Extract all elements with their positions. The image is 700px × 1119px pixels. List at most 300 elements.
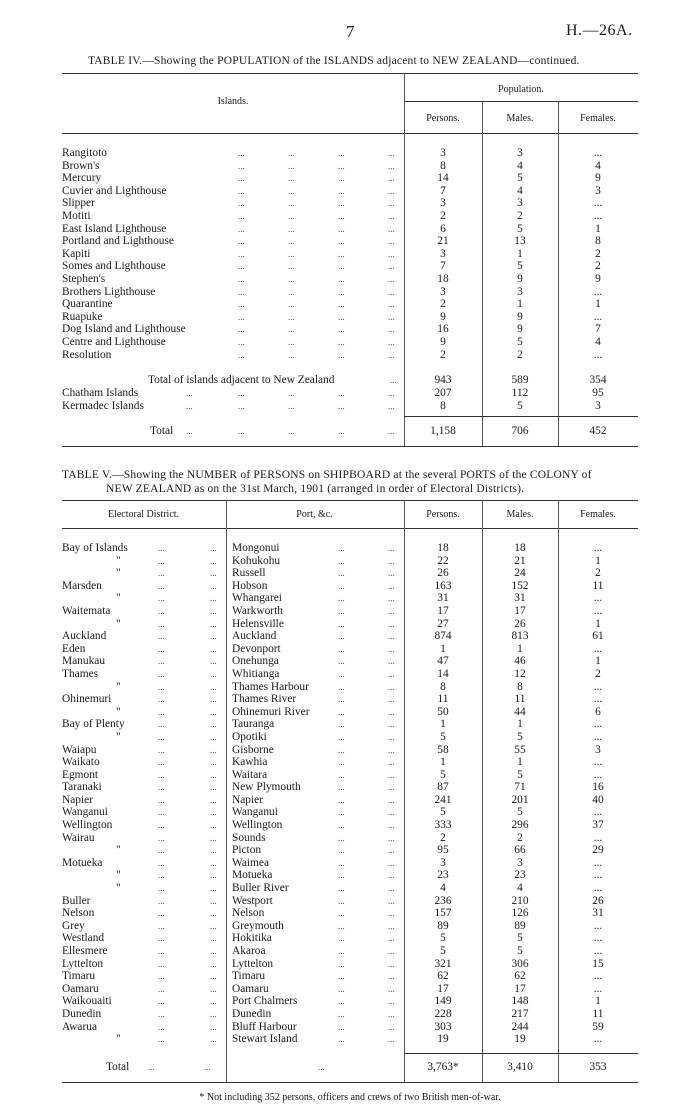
males-cell: 44 — [514, 705, 526, 718]
females-cell: ... — [593, 310, 603, 323]
table-row: Total ... ... ... 3,763* 3,410 353 — [106, 1061, 607, 1073]
females-cell: 8 — [595, 235, 601, 248]
males-cell: 4 — [517, 159, 523, 172]
persons-cell: 18 — [437, 272, 449, 285]
table-row: " ... ... Whangarei ... ... 31 31 ... — [62, 592, 638, 605]
header-males: Males. — [506, 113, 534, 124]
persons-cell: 17 — [437, 604, 449, 617]
persons-cell: 19 — [437, 1033, 449, 1046]
table-row: Waikato ... ... Kawhia ... ... 1 1 ... — [62, 756, 638, 769]
males-cell: 3 — [517, 197, 523, 210]
district-cell: Nelson — [62, 907, 95, 920]
males-cell: 18 — [514, 542, 526, 554]
table-row: Kermadec Islands ... ... ... ... ... 8 5 3 — [62, 400, 638, 413]
page-number: 7 — [346, 22, 355, 41]
district-cell: Manukau — [62, 655, 106, 668]
table-row: Dog Island and Lighthouse ... ... ... ... 16 9 7 — [62, 323, 638, 336]
table-row: Resolution ... ... ... ... 2 2 ... — [62, 349, 638, 362]
persons-cell: 5 — [440, 932, 446, 945]
persons-cell: 11 — [437, 693, 449, 706]
males-cell: 5 — [517, 399, 523, 412]
header-females: Females. — [580, 113, 616, 124]
district-cell: Lyttelton — [62, 957, 104, 970]
males-cell: 126 — [511, 907, 529, 920]
females-cell: ... — [593, 642, 603, 655]
footnote: * Not including 352 persons, officers and crews of two British men-of-war. — [199, 1092, 501, 1103]
district-cell: " — [116, 844, 121, 857]
males-cell: 4 — [517, 184, 523, 197]
table-row: Quarantine ... ... ... ... 2 1 1 — [62, 298, 638, 311]
females-cell: ... — [593, 919, 603, 932]
port-cell: Port Chalmers — [232, 995, 298, 1008]
males-cell: 201 — [511, 793, 529, 806]
port-cell: Onehunga — [232, 655, 279, 668]
port-cell: Waitara — [232, 768, 268, 781]
port-cell: Waimea — [232, 856, 270, 869]
females-cell: ... — [593, 932, 603, 945]
females-cell: ... — [593, 756, 603, 769]
district-cell: Awarua — [62, 1020, 98, 1033]
persons-cell: 163 — [434, 579, 452, 592]
males-cell: 13 — [514, 235, 526, 248]
port-cell: Lyttelton — [232, 957, 274, 970]
females-cell: 1 — [595, 655, 601, 668]
table-row: Manukau ... ... Onehunga ... ... 47 46 1 — [62, 655, 638, 668]
females-cell: 59 — [592, 1020, 604, 1033]
district-cell: Westland — [62, 932, 105, 945]
port-cell: Thames River — [232, 693, 297, 706]
males-cell: 9 — [517, 272, 523, 285]
district-cell: " — [116, 869, 121, 882]
females-cell: ... — [593, 542, 603, 554]
district-cell: Thames — [62, 667, 99, 680]
persons-cell: 62 — [437, 970, 449, 983]
persons-cell: 16 — [437, 323, 449, 336]
females-cell: ... — [593, 806, 603, 819]
port-cell: Bluff Harbour — [232, 1020, 297, 1033]
persons-cell: 47 — [437, 655, 449, 668]
persons-cell: 22 — [437, 554, 449, 567]
table-row: " ... ... Helensville ... ... 27 26 1 — [62, 618, 638, 631]
males-cell: 244 — [511, 1020, 529, 1033]
table5-header-rule — [62, 528, 638, 529]
table-row: Waikouaiti ... ... Port Chalmers ... ... 149 148 1 — [62, 995, 638, 1008]
persons-cell: 5 — [440, 730, 446, 743]
header-males-t5: Males. — [506, 509, 534, 520]
females-cell: 7 — [595, 323, 601, 336]
females-cell: 31 — [592, 907, 604, 920]
table-row: Mercury ... ... ... ... 14 5 9 — [62, 172, 638, 185]
port-cell: Whangarei — [232, 592, 282, 605]
port-cell: Helensville — [232, 617, 284, 630]
port-cell: Auckland — [232, 630, 277, 643]
island-name: Kermadec Islands — [62, 399, 144, 412]
males-cell: 3 — [517, 856, 523, 869]
females-cell: 2 — [595, 260, 601, 273]
district-cell: Taranaki — [62, 781, 102, 794]
females-cell: 29 — [592, 844, 604, 857]
table-row: Chatham Islands ... ... ... ... ... 207 112 95 — [62, 387, 638, 400]
district-cell: Waikato — [62, 756, 100, 769]
island-name: Dog Island and Lighthouse — [62, 323, 186, 336]
males-cell: 5 — [517, 172, 523, 185]
males-cell: 1 — [517, 756, 523, 769]
persons-cell: 2 — [440, 209, 446, 222]
island-name: Stephen's — [62, 272, 106, 285]
males-cell: 5 — [517, 730, 523, 743]
table5-total — [62, 1061, 638, 1074]
females-cell: 1 — [595, 298, 601, 311]
males-cell: 8 — [517, 680, 523, 693]
females-cell: 4 — [595, 335, 601, 348]
table-row: Bay of Plenty ... ... Tauranga ... ... 1 1 ... — [62, 718, 638, 731]
males-cell: 2 — [517, 209, 523, 222]
header-population: Population. — [498, 84, 544, 95]
table-row: Stephen's ... ... ... ... 18 9 9 — [62, 273, 638, 286]
persons-cell: 27 — [437, 617, 449, 630]
females-cell: 16 — [592, 781, 604, 794]
males-cell: 306 — [511, 957, 529, 970]
persons-cell: 5 — [440, 806, 446, 819]
district-cell: Eden — [62, 642, 86, 655]
females-cell: ... — [593, 831, 603, 844]
persons-cell: 874 — [434, 630, 452, 643]
island-name: Quarantine — [62, 298, 113, 311]
island-name: Ruapuke — [62, 310, 103, 323]
table4-top-rule — [62, 73, 638, 74]
table-row: Centre and Lighthouse ... ... ... ... 9 5 4 — [62, 336, 638, 349]
table-row: Thames ... ... Whitianga ... ... 14 12 2 — [62, 668, 638, 681]
table-row: Wanganui ... ... Wanganui ... ... 5 5 ... — [62, 806, 638, 819]
females-cell: 1 — [595, 995, 601, 1008]
port-cell: Tauranga — [232, 718, 275, 731]
district-cell: " — [116, 730, 121, 743]
header-islands: Islands. — [217, 96, 249, 107]
persons-cell: 3 — [440, 147, 446, 159]
males-cell: 66 — [514, 844, 526, 857]
females-cell: 37 — [592, 819, 604, 832]
header-district: Electoral District. — [107, 509, 180, 520]
males-cell: 9 — [517, 323, 523, 336]
table-row: East Island Lighthouse ... ... ... ... 6 5 1 — [62, 223, 638, 236]
females-cell: ... — [593, 592, 603, 605]
port-cell: Stewart Island — [232, 1033, 298, 1046]
persons-cell: 87 — [437, 781, 449, 794]
port-cell: Russell — [232, 567, 266, 580]
table-row: Buller ... ... Westport ... ... 236 210 26 — [62, 895, 638, 908]
persons-cell: 3 — [440, 856, 446, 869]
district-cell: Oamaru — [62, 982, 99, 995]
persons-cell: 149 — [434, 995, 452, 1008]
island-name: East Island Lighthouse — [62, 222, 167, 235]
males-cell: 17 — [514, 982, 526, 995]
persons-cell: 2 — [440, 831, 446, 844]
header-persons-t5: Persons. — [426, 509, 460, 520]
persons-cell: 1 — [440, 642, 446, 655]
district-cell: Ellesmere — [62, 945, 108, 957]
persons-cell: 3 — [440, 197, 446, 210]
persons-cell: 5 — [440, 945, 446, 957]
island-name: Resolution — [62, 348, 112, 361]
district-cell: Motueka — [62, 856, 103, 869]
table-row: Total ... ... ... ... ... 1,158 706 452 — [150, 425, 607, 437]
table-row: " ... ... Opotiki ... ... 5 5 ... — [62, 731, 638, 744]
persons-cell: 14 — [437, 172, 449, 185]
males-cell: 3 — [517, 147, 523, 159]
females-cell: ... — [593, 680, 603, 693]
persons-cell: 303 — [434, 1020, 452, 1033]
island-name: Chatham Islands — [62, 387, 139, 399]
females-cell: 11 — [592, 1007, 604, 1020]
table-row: Bay of Islands ... ... Mongonui ... ... 18 18 ... — [62, 542, 638, 555]
persons-cell: 1 — [440, 718, 446, 731]
persons-cell: 2 — [440, 298, 446, 311]
table-row: Waitemata ... ... Warkworth ... ... 17 17 ... — [62, 605, 638, 618]
island-name: Brown's — [62, 159, 100, 172]
port-cell: Gisborne — [232, 743, 274, 756]
females-cell: ... — [593, 197, 603, 210]
table-row: Portland and Lighthouse ... ... ... ... 21 13 8 — [62, 235, 638, 248]
district-cell: Egmont — [62, 768, 99, 781]
island-name: Kapiti — [62, 247, 91, 260]
females-cell: 9 — [595, 172, 601, 185]
females-cell: 6 — [595, 705, 601, 718]
district-cell: " — [116, 680, 121, 693]
port-cell: Nelson — [232, 907, 265, 920]
persons-cell: 1 — [440, 756, 446, 769]
females-cell: ... — [593, 869, 603, 882]
males-cell: 26 — [514, 617, 526, 630]
persons-cell: 8 — [440, 399, 446, 412]
port-cell: Ohinemuri River — [232, 705, 310, 718]
males-cell: 71 — [514, 781, 526, 794]
district-cell: Auckland — [62, 630, 107, 643]
island-name: Mercury — [62, 172, 102, 185]
district-cell: Wellington — [62, 819, 113, 832]
persons-cell: 58 — [437, 743, 449, 756]
district-cell: Waikouaiti — [62, 995, 112, 1008]
persons-cell: 31 — [437, 592, 449, 605]
males-cell: 152 — [511, 579, 529, 592]
district-cell: Bay of Plenty — [62, 718, 125, 731]
persons-cell: 7 — [440, 260, 446, 273]
females-cell: 15 — [592, 957, 604, 970]
males-cell: 11 — [514, 693, 526, 706]
males-cell: 1 — [517, 718, 523, 731]
females-cell: ... — [593, 147, 603, 159]
table5-top-rule — [62, 500, 638, 501]
port-cell: New Plymouth — [232, 781, 301, 794]
district-cell: Napier — [62, 793, 93, 806]
males-cell: 5 — [517, 945, 523, 957]
table5-title-line2: NEW ZEALAND as on the 31st March, 1901 (arranged in order of Electoral Districts). — [106, 483, 525, 495]
table4-extra-rows — [62, 387, 638, 412]
district-cell: " — [116, 567, 121, 580]
table-row: Ohinemuri ... ... Thames River ... ... 11 11 ... — [62, 693, 638, 706]
district-cell: Buller — [62, 894, 91, 907]
table-row: Napier ... ... Napier ... ... 241 201 40 — [62, 794, 638, 807]
table-row: " ... ... Russell ... ... 26 24 2 — [62, 567, 638, 580]
females-cell: 95 — [592, 387, 604, 399]
port-cell: Kawhia — [232, 756, 268, 769]
table-row: Taranaki ... ... New Plymouth ... ... 87 71 16 — [62, 781, 638, 794]
males-cell: 89 — [514, 919, 526, 932]
port-cell: Picton — [232, 844, 262, 857]
females-cell: 26 — [592, 894, 604, 907]
females-cell: ... — [593, 856, 603, 869]
table-row: Cuvier and Lighthouse ... ... ... ... 7 4 3 — [62, 185, 638, 198]
port-cell: Opotiki — [232, 730, 267, 743]
table-row: " ... ... Thames Harbour ... ... 8 8 ... — [62, 681, 638, 694]
males-cell: 2 — [517, 348, 523, 361]
females-cell: 1 — [595, 617, 601, 630]
port-cell: Akaroa — [232, 945, 266, 957]
table-row: Auckland ... ... Auckland ... ... 874 813 61 — [62, 630, 638, 643]
table-row: Grey ... ... Greymouth ... ... 89 89 ... — [62, 920, 638, 933]
table-row: Rangitoto ... ... ... ... 3 3 ... — [62, 147, 638, 160]
persons-cell: 14 — [437, 667, 449, 680]
district-cell: Dunedin — [62, 1007, 102, 1020]
table-row: Egmont ... ... Waitara ... ... 5 5 ... — [62, 769, 638, 782]
port-cell: Oamaru — [232, 982, 269, 995]
females-cell: ... — [593, 604, 603, 617]
district-cell: " — [116, 592, 121, 605]
table-row: " ... ... Kohukohu ... ... 22 21 1 — [62, 555, 638, 568]
persons-cell: 207 — [434, 387, 452, 399]
port-cell: Dunedin — [232, 1007, 272, 1020]
table-row: " ... ... Stewart Island ... ... 19 19 ... — [62, 1033, 638, 1046]
persons-cell: 95 — [437, 844, 449, 857]
table-row: " ... ... Buller River ... ... 4 4 ... — [62, 882, 638, 895]
males-cell: 31 — [514, 592, 526, 605]
females-cell: ... — [593, 718, 603, 731]
table-row: Awarua ... ... Bluff Harbour ... ... 303 244 59 — [62, 1021, 638, 1034]
district-cell: Timaru — [62, 970, 96, 983]
males-cell: 21 — [514, 554, 526, 567]
district-cell: Wairau — [62, 831, 95, 844]
persons-cell: 236 — [434, 894, 452, 907]
persons-cell: 9 — [440, 335, 446, 348]
table-row: Motueka ... ... Waimea ... ... 3 3 ... — [62, 857, 638, 870]
district-cell: Waitemata — [62, 604, 111, 617]
port-cell: Westport — [232, 894, 273, 907]
males-cell: 5 — [517, 806, 523, 819]
males-cell: 3 — [517, 285, 523, 298]
females-cell: ... — [593, 982, 603, 995]
table-row: Brown's ... ... ... ... 8 4 4 — [62, 160, 638, 173]
persons-cell: 241 — [434, 793, 452, 806]
males-cell: 1 — [517, 298, 523, 311]
males-cell: 5 — [517, 768, 523, 781]
table4-bottom-rule — [62, 446, 638, 447]
table-row: Somes and Lighthouse ... ... ... ... 7 5 2 — [62, 260, 638, 273]
persons-cell: 21 — [437, 235, 449, 248]
table-row: Brothers Lighthouse ... ... ... ... 3 3 ... — [62, 286, 638, 299]
table4-total — [62, 425, 638, 438]
table-row: " ... ... Motueka ... ... 23 23 ... — [62, 869, 638, 882]
table-row: Westland ... ... Hokitika ... ... 5 5 ... — [62, 932, 638, 945]
table4-header-rule — [62, 133, 638, 134]
island-name: Slipper — [62, 197, 95, 210]
table-row: Wairau ... ... Sounds ... ... 2 2 ... — [62, 832, 638, 845]
females-cell: ... — [593, 348, 603, 361]
total-label: Total — [150, 425, 174, 437]
island-name: Motiti — [62, 209, 91, 222]
table5-bottom-rule — [62, 1082, 638, 1083]
port-cell: Sounds — [232, 831, 266, 844]
persons-cell: 8 — [440, 680, 446, 693]
table-row: Timaru ... ... Timaru ... ... 62 62 ... — [62, 970, 638, 983]
table-row: Eden ... ... Devonport ... ... 1 1 ... — [62, 643, 638, 656]
females-cell: 2 — [595, 667, 601, 680]
port-cell: Wanganui — [232, 806, 278, 819]
header-females-t5: Females. — [580, 509, 616, 520]
males-cell: 9 — [517, 310, 523, 323]
persons-cell: 157 — [434, 907, 452, 920]
females-cell: ... — [593, 693, 603, 706]
document-reference: H.—26A. — [566, 22, 633, 39]
port-cell: Greymouth — [232, 919, 284, 932]
island-name: Cuvier and Lighthouse — [62, 184, 167, 197]
males-cell: 210 — [511, 894, 529, 907]
females-cell: 61 — [592, 630, 604, 643]
port-cell: Wellington — [232, 819, 283, 832]
persons-cell: 333 — [434, 819, 452, 832]
females-cell: 2 — [595, 247, 601, 260]
table5-title-line1: TABLE V.—Showing the NUMBER of PERSONS on SHIPBOARD at the several PORTS of the COLONY of — [62, 469, 592, 481]
males-cell: 5 — [517, 335, 523, 348]
males-cell: 1 — [517, 642, 523, 655]
females-cell: 3 — [595, 399, 601, 412]
females-cell: 40 — [592, 793, 604, 806]
table4-rows — [62, 147, 638, 361]
table-row: Slipper ... ... ... ... 3 3 ... — [62, 197, 638, 210]
males-cell: 19 — [514, 1033, 526, 1046]
table-row: " ... ... Picton ... ... 95 66 29 — [62, 844, 638, 857]
females-cell: ... — [593, 1033, 603, 1046]
table5-rows — [62, 542, 638, 1046]
persons-cell: 3 — [440, 285, 446, 298]
persons-cell: 7 — [440, 184, 446, 197]
port-cell: Warkworth — [232, 604, 283, 617]
district-cell: Marsden — [62, 579, 102, 592]
females-cell: 4 — [595, 159, 601, 172]
persons-cell: 3 — [440, 247, 446, 260]
females-cell: ... — [593, 970, 603, 983]
district-cell: Wanganui — [62, 806, 108, 819]
males-cell: 148 — [511, 995, 529, 1008]
males-cell: 62 — [514, 970, 526, 983]
table-row: " ... ... Ohinemuri River ... ... 50 44 6 — [62, 706, 638, 719]
table4-subtotal — [62, 374, 638, 387]
females-cell: ... — [593, 285, 603, 298]
table-row: Ruapuke ... ... ... ... 9 9 ... — [62, 311, 638, 324]
males-cell: 24 — [514, 567, 526, 580]
subtotal-label: Total of islands adjacent to New Zealand — [148, 374, 335, 386]
persons-cell: 23 — [437, 869, 449, 882]
island-name: Somes and Lighthouse — [62, 260, 166, 273]
males-cell: 217 — [511, 1007, 529, 1020]
district-cell: " — [116, 554, 121, 567]
district-cell: " — [116, 705, 121, 718]
males-cell: 23 — [514, 869, 526, 882]
persons-cell: 17 — [437, 982, 449, 995]
persons-cell: 228 — [434, 1007, 452, 1020]
district-cell: " — [116, 882, 121, 895]
port-cell: Napier — [232, 793, 263, 806]
males-cell: 12 — [514, 667, 526, 680]
males-cell: 813 — [511, 630, 529, 643]
